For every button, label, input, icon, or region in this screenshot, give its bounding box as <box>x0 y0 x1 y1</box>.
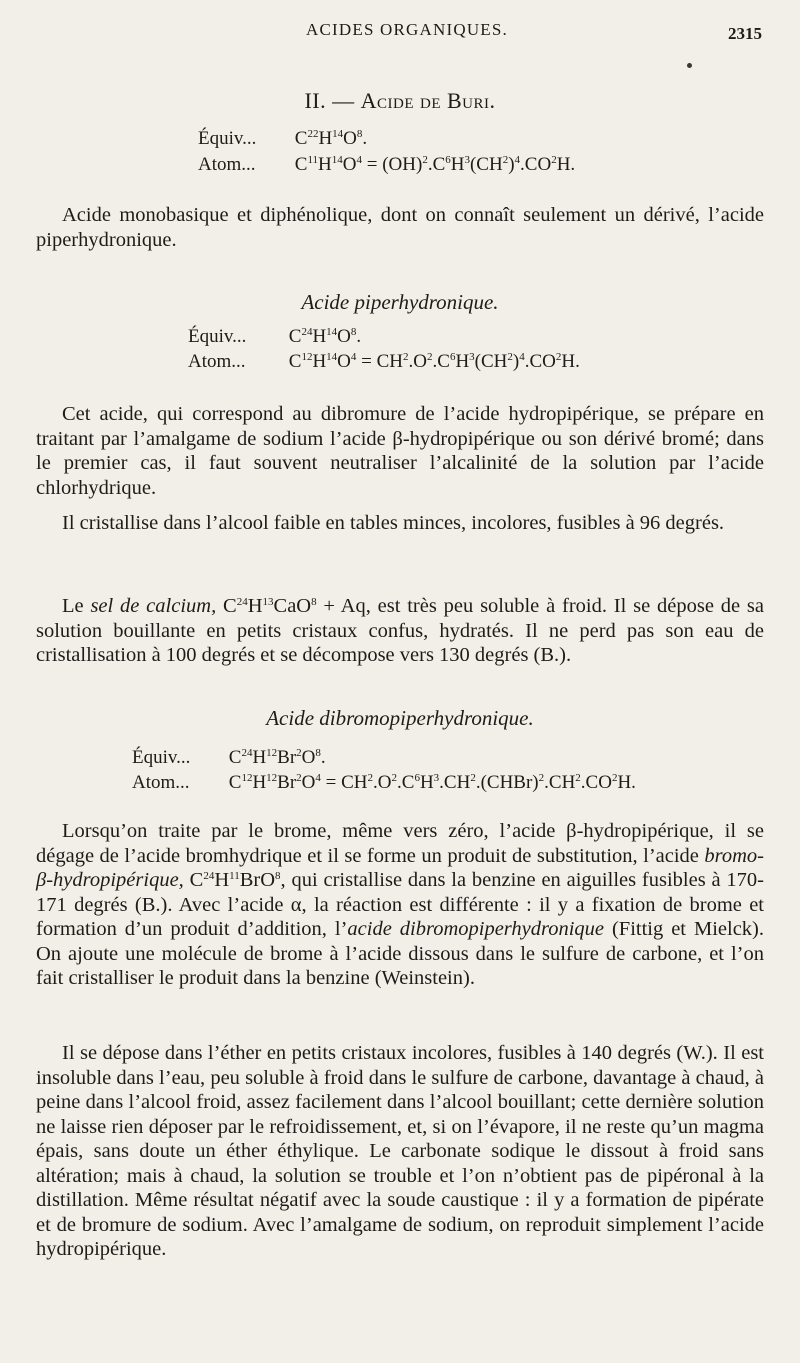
page-header <box>0 18 800 48</box>
p4-italic: sel de calcium, <box>90 595 217 617</box>
formula-buri-atom <box>198 154 575 176</box>
p4-suffix: est très peu soluble à froid. Il se dépose de sa solution bouillante en petits cristaux confus, hydratés. Il ne perd pas son eau de cristallisation à 100 degrés et se décompose vers 130 degrés (B.). <box>36 595 764 666</box>
equiv-formula: $C^{24}H^{12}Br^2O^8$. <box>228 747 326 768</box>
atom-label: Atom... <box>132 772 190 793</box>
subtitle-dibromopiperhydronique: Acide dibromopiperhydronique. <box>266 706 534 730</box>
paragraph-cristallise: Il cristallise dans l’alcool faible en tables minces, incolores, fusibles à 96 degrés. <box>62 512 725 534</box>
paragraph-preparation: Cet acide, qui correspond au dibromure de l’acide hydropipérique, se prépare en traitant par l’amalgame de sodium l’acide β-hydropipérique ou son dérivé bromé; dans le premier cas, il faut souvent neutraliser l’alcalinité de la solution par l’acide chlorhydrique. <box>36 403 764 499</box>
equiv-formula: $C^{22}H^{14}O^8$. <box>294 128 368 149</box>
equiv-label: Équiv... <box>132 747 191 768</box>
atom-formula: $C^{11}H^{14}O^4 = (OH)^2.C^6H^3(CH^2)^4.CO^2H$. <box>294 154 576 175</box>
atom-formula: $C^{12}H^{14}O^4 = CH^2.O^2.C^6H^3(CH^2)^4.CO^2H$. <box>288 351 580 372</box>
paragraph-brome <box>36 819 764 991</box>
formula-dibromo-equiv <box>132 747 326 769</box>
atom-label: Atom... <box>188 351 246 372</box>
running-head: ACIDES ORGANIQUES. <box>306 20 508 39</box>
atom-formula: $C^{12}H^{12}Br^2O^4$ = $CH^2.O^2.C^6H^3.CH^2.(CHBr)^2.CH^2.CO^2H$. <box>228 772 636 793</box>
paragraph-sel-calcium <box>36 594 764 668</box>
equiv-formula: $C^{24}H^{14}O^8$. <box>288 326 362 347</box>
p5-italic1: bromo-β-hydropipérique, <box>36 844 764 891</box>
paragraph-intro: Acide monobasique et diphénolique, dont on connaît seulement un dérivé, l’acide piperhydronique. <box>36 204 764 251</box>
p4-formula: $C^{24}H^{13}CaO^8 + Aq$, <box>223 595 371 617</box>
p5-italic2: acide dibromopiperhydronique <box>347 918 605 940</box>
paragraph-proprietes: Il se dépose dans l’éther en petits cristaux incolores, fusibles à 140 degrés (W.). Il est insoluble dans l’eau, peu soluble à froid dans le sulfure de carbone, davantage à chaud, à peine dans l’alcool froid, assez facilement dans l’alcool bouillant; cette dernière solution ne laisse rien déposer par le refroidissement, et, si on l’évapore, il ne reste qu’un magma épais, sans doute un éther éthylique. Le carbonate sodique le dissout à froid sans altération; mais à chaud, la solution se trouble et l’on n’obtient pas de pipéronal à la distillation. Même résultat négatif avec la soude caustique : il y a formation de pipérate et de bromure de sodium. Avec l’amalgame de sodium, on reproduit simplement l’acide hydropipérique. <box>36 1042 764 1260</box>
formula-piper-equiv <box>188 326 361 348</box>
p5-formula: $C^{24}H^{11}BrO^8$ <box>189 869 281 891</box>
section-title <box>0 88 800 114</box>
p4-prefix: Le <box>62 595 91 617</box>
equiv-label: Équiv... <box>198 128 257 149</box>
print-speck <box>687 63 692 68</box>
p5-b: , qui cristallise dans la benzine en aiguilles fusibles à 170-171 degrés (B.). Avec l’acide α, la réaction est différente : il y a fixation de brome et formation d’un produit d’addition, l’ <box>36 869 765 940</box>
formula-dibromo-atom <box>132 772 636 794</box>
page-number: 2315 <box>728 24 762 43</box>
section-name: Acide de Buri. <box>360 88 496 113</box>
formula-buri-equiv <box>198 128 367 150</box>
p5-a: Lorsqu’on traite par le brome, même vers zéro, l’acide β-hydropipérique, il se dégage de l’acide bromhydrique et il se forme un produit de substitution, l’acide <box>36 820 764 867</box>
atom-label: Atom... <box>198 154 256 175</box>
subtitle-piperhydronique: Acide piperhydronique. <box>301 290 499 314</box>
p5-c: (Fittig et Mielck). On ajoute une molécule de brome à l’acide dissous dans le sulfure de carbone, et l’on fait cristalliser le produit dans la benzine (Weinstein). <box>36 918 764 989</box>
formula-piper-atom <box>188 351 580 373</box>
equiv-label: Équiv... <box>188 326 247 347</box>
section-number: II. — <box>304 88 361 113</box>
